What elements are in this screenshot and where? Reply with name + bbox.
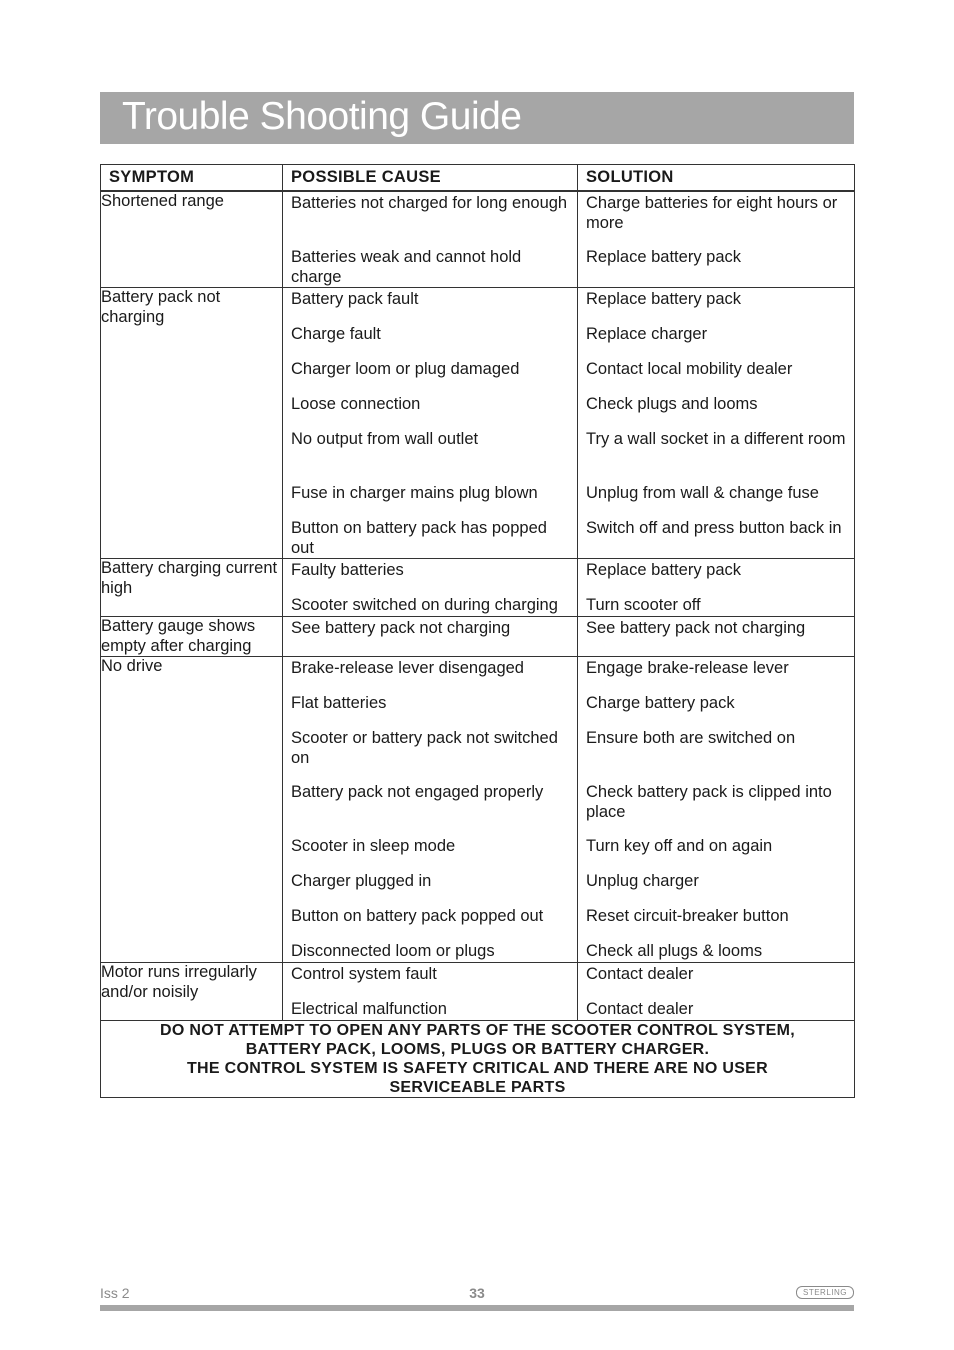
table-row	[101, 559, 855, 617]
table-row	[101, 963, 855, 1021]
solution-cell	[578, 559, 855, 617]
cause-cell	[283, 559, 578, 617]
solution-item: Turn scooter off	[586, 596, 701, 614]
page-footer	[100, 1283, 854, 1303]
cause-item: Scooter switched on during charging	[291, 596, 558, 614]
solution-item: Switch off and press button back in	[586, 519, 842, 537]
title-bar	[100, 92, 854, 144]
cause-item: Flat batteries	[291, 694, 387, 712]
solution-item: Replace battery pack	[586, 561, 742, 579]
cause-cell	[283, 963, 578, 1021]
cause-item: Charger loom or plug damaged	[291, 360, 520, 378]
solution-item: Try a wall socket in a different room	[586, 430, 846, 448]
solution-item: See battery pack not charging	[586, 619, 806, 637]
cause-cell	[283, 657, 578, 963]
solution-item: Turn key off and on again	[586, 837, 773, 855]
symptom-cell: Battery gauge shows empty after charging	[101, 617, 283, 657]
warning-line: DO NOT ATTEMPT TO OPEN ANY PARTS OF THE SCOOTER CONTROL SYSTEM,	[160, 1022, 795, 1039]
solution-item: Unplug charger	[586, 872, 699, 890]
header-symptom: SYMPTOM	[101, 165, 283, 192]
cause-cell	[283, 288, 578, 559]
table-row	[101, 617, 855, 657]
solution-item: Check all plugs & looms	[586, 942, 763, 960]
brand-logo: STERLING	[796, 1286, 854, 1299]
header-possible-cause: POSSIBLE CAUSE	[283, 165, 578, 192]
solution-item: Check battery pack is clipped into place	[586, 783, 832, 821]
page-number: 33	[469, 1285, 485, 1301]
warning-line: THE CONTROL SYSTEM IS SAFETY CRITICAL AND THERE ARE NO USER	[186, 1060, 768, 1077]
cause-item: Button on battery pack has popped out	[291, 519, 547, 557]
solution-cell	[578, 617, 855, 657]
table-header-row	[101, 165, 855, 192]
solution-item: Unplug from wall & change fuse	[586, 484, 819, 502]
header-solution: SOLUTION	[578, 165, 855, 192]
solution-item: Charge battery pack	[586, 694, 735, 712]
cause-cell	[283, 617, 578, 657]
warning-line: BATTERY PACK, LOOMS, PLUGS OR BATTERY CHARGER.	[245, 1041, 710, 1058]
solution-item: Replace battery pack	[586, 290, 742, 308]
cause-item: Disconnected loom or plugs	[291, 942, 495, 960]
symptom-cell: Battery pack not charging	[101, 288, 283, 559]
solution-item: Replace charger	[586, 325, 708, 343]
page-title: Trouble Shooting Guide	[122, 95, 522, 138]
cause-item: Charge fault	[291, 325, 381, 343]
symptom-cell: Motor runs irregularly and/or noisily	[101, 963, 283, 1021]
cause-item: Battery pack fault	[291, 290, 419, 308]
symptom-cell: No drive	[101, 657, 283, 963]
warning-row	[101, 1021, 855, 1098]
solution-item: Charge batteries for eight hours or more	[586, 194, 838, 232]
cause-item: Scooter in sleep mode	[291, 837, 456, 855]
warning-line: SERVICEABLE PARTS	[389, 1079, 566, 1096]
footer-divider	[100, 1305, 854, 1311]
cause-item: Batteries weak and cannot hold charge	[291, 248, 522, 286]
solution-item: Replace battery pack	[586, 248, 742, 266]
table-row	[101, 191, 855, 288]
solution-item: Engage brake-release lever	[586, 659, 789, 677]
cause-item: Faulty batteries	[291, 561, 404, 579]
cause-item: Batteries not charged for long enough	[291, 194, 568, 212]
cause-item: Loose connection	[291, 395, 421, 413]
cause-item: Button on battery pack popped out	[291, 907, 544, 925]
warning-notice	[101, 1021, 855, 1098]
symptom-cell: Shortened range	[101, 191, 283, 288]
solution-item: Contact dealer	[586, 965, 694, 983]
solution-cell	[578, 657, 855, 963]
cause-item: Control system fault	[291, 965, 437, 983]
issue-number: Iss 2	[100, 1285, 130, 1301]
cause-item: Fuse in charger mains plug blown	[291, 484, 538, 502]
solution-cell	[578, 288, 855, 559]
cause-item: No output from wall outlet	[291, 430, 479, 448]
cause-item: See battery pack not charging	[291, 619, 511, 637]
solution-cell	[578, 963, 855, 1021]
cause-item: Scooter or battery pack not switched on	[291, 729, 558, 767]
solution-item: Reset circuit-breaker button	[586, 907, 789, 925]
symptom-cell: Battery charging current high	[101, 559, 283, 617]
cause-item: Charger plugged in	[291, 872, 432, 890]
cause-item: Battery pack not engaged properly	[291, 783, 544, 801]
table-row	[101, 657, 855, 963]
table-row	[101, 288, 855, 559]
solution-item: Ensure both are switched on	[586, 729, 796, 747]
solution-cell	[578, 191, 855, 288]
solution-item: Contact local mobility dealer	[586, 360, 793, 378]
cause-item: Brake-release lever disengaged	[291, 659, 524, 677]
solution-item: Contact dealer	[586, 1000, 694, 1018]
trouble-shooting-table	[100, 164, 855, 1098]
cause-cell	[283, 191, 578, 288]
table-body	[101, 191, 855, 1021]
cause-item: Electrical malfunction	[291, 1000, 447, 1018]
solution-item: Check plugs and looms	[586, 395, 758, 413]
